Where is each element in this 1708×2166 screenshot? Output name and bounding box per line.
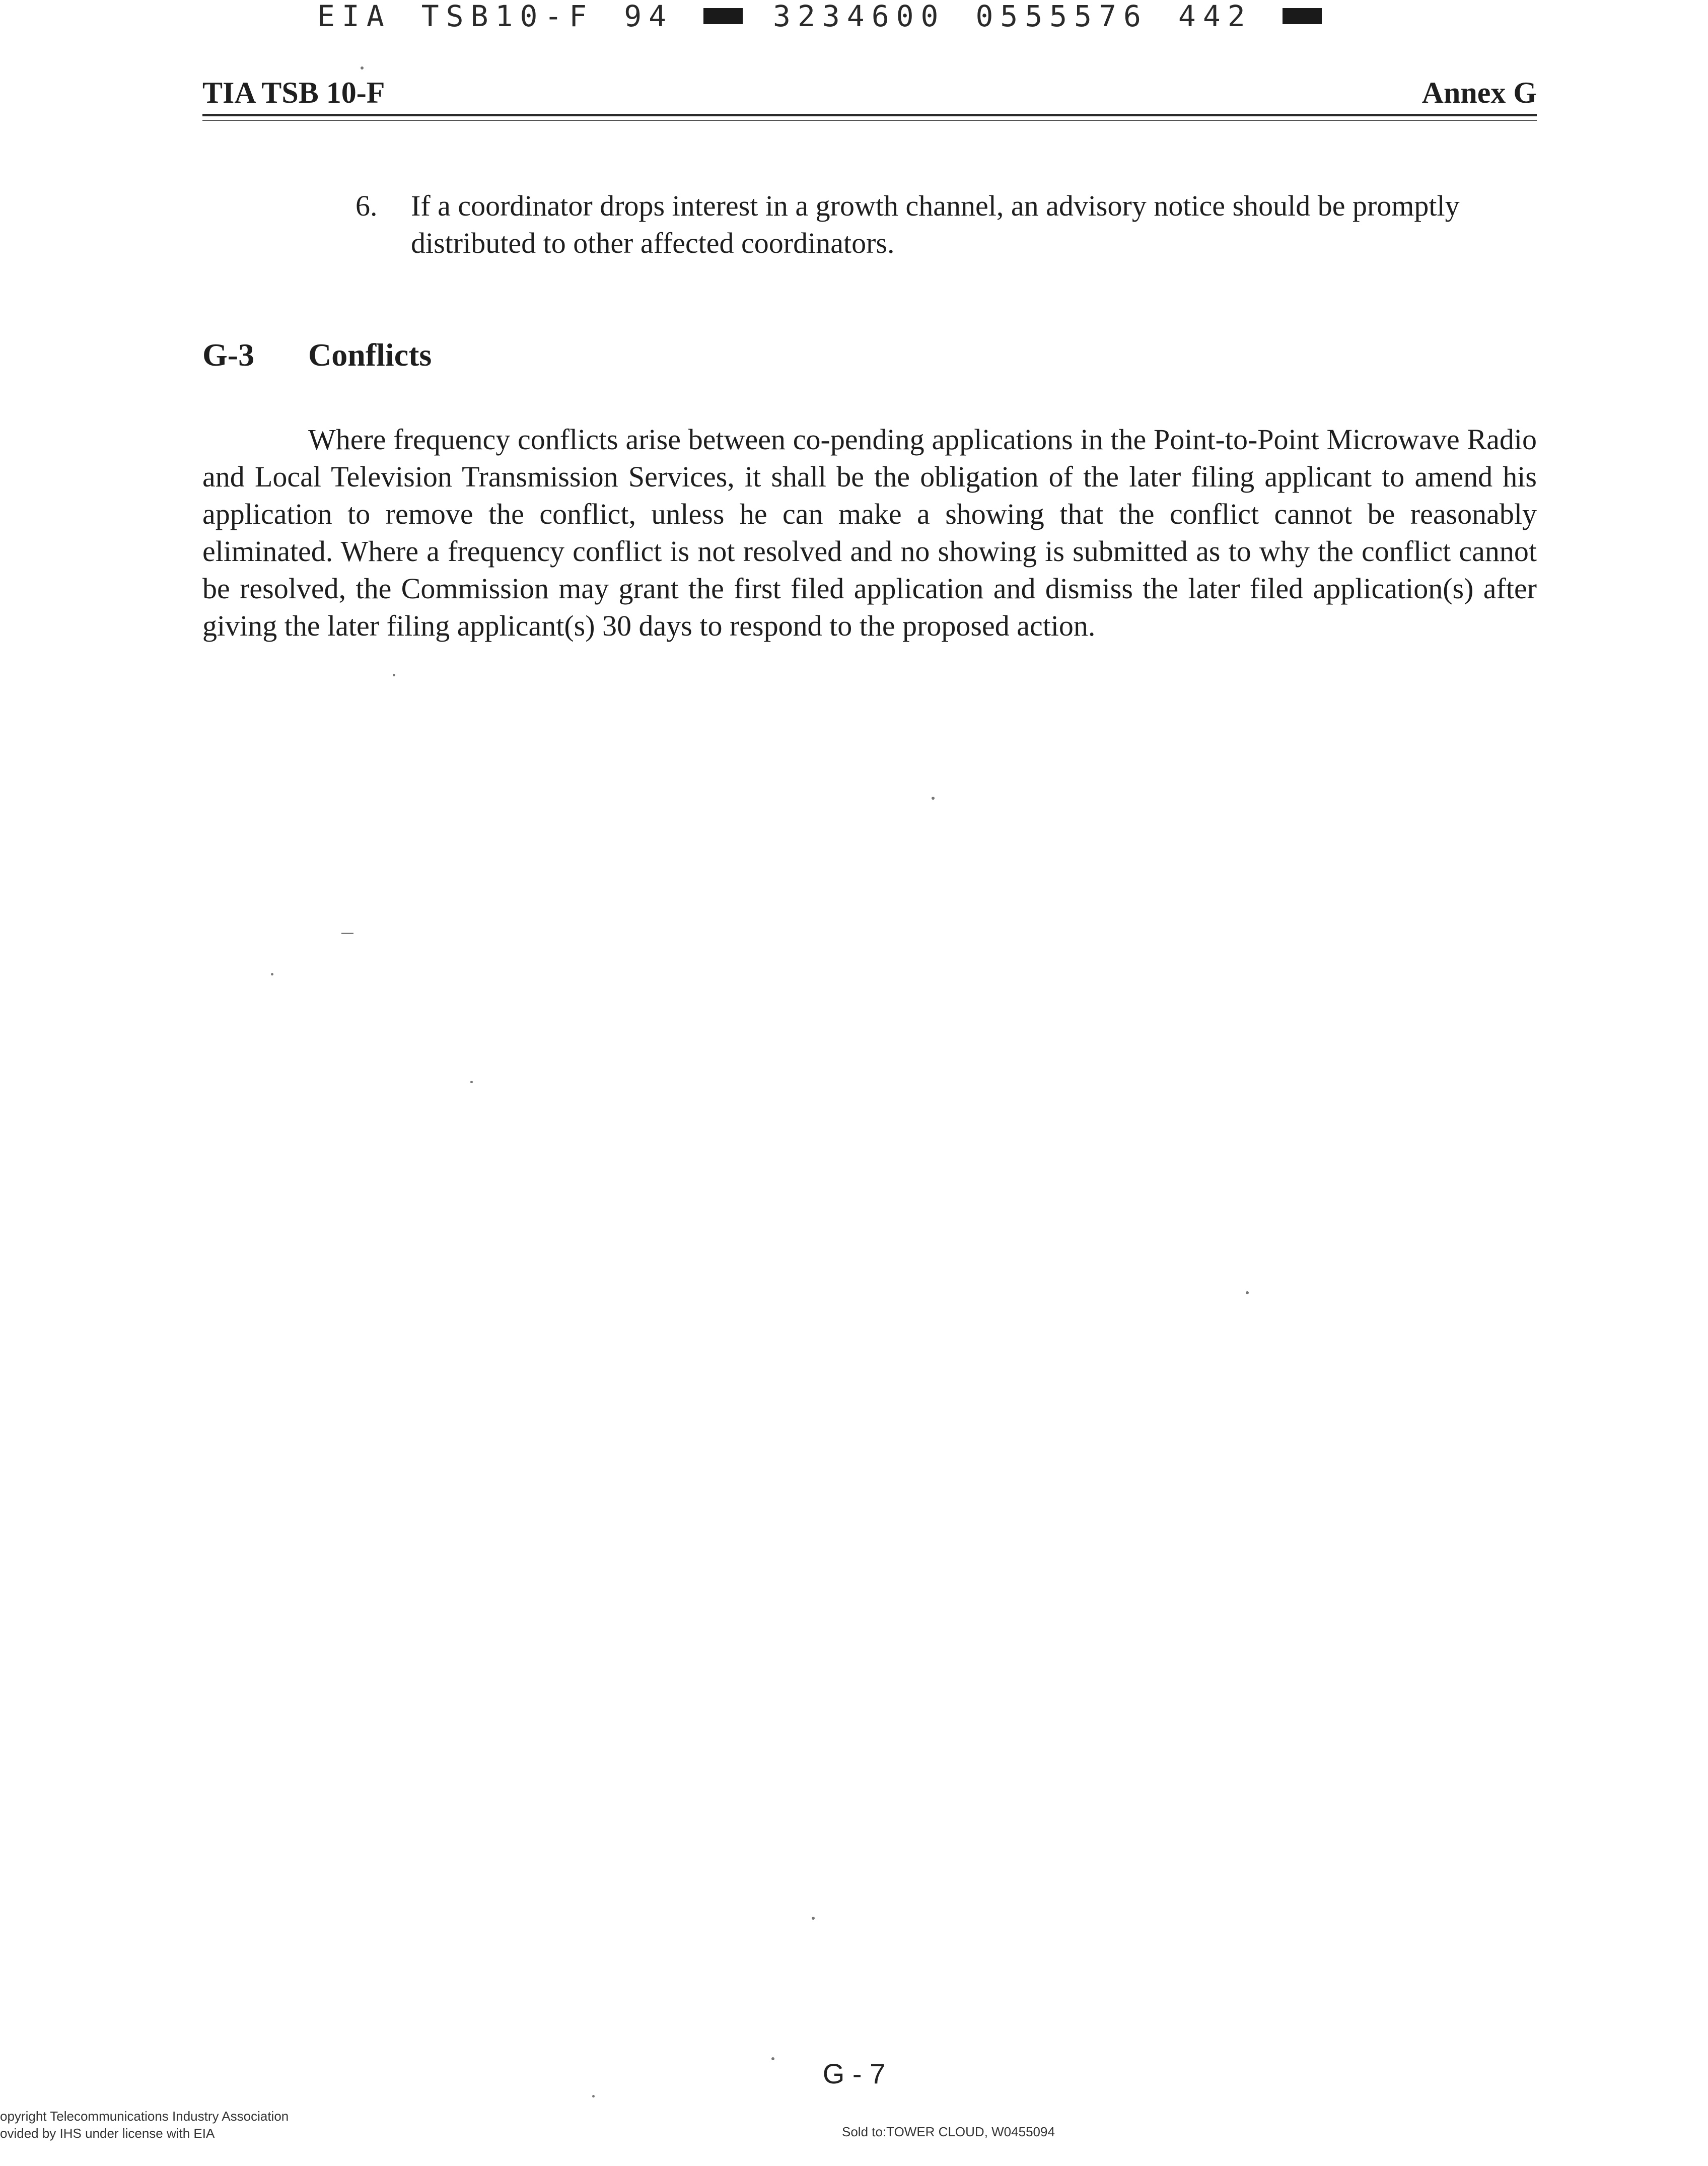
scan-speck (341, 933, 353, 934)
section-number: G-3 (202, 337, 255, 373)
list-item (355, 187, 1463, 262)
list-item-number: 6. (355, 189, 378, 222)
scan-speck (271, 973, 273, 975)
copyright-line: opyright Telecommunications Industry Association (0, 2109, 289, 2124)
annex-label: Annex G (1421, 76, 1537, 109)
scan-speck (393, 674, 395, 676)
barcode-block (1283, 8, 1322, 24)
list-item-text: If a coordinator drops interest in a growth channel, an advisory notice should be promptly distributed to other affected coordinators. (411, 189, 1460, 259)
barcode-segment: TSB10-F (421, 0, 594, 33)
scan-speck (1246, 1291, 1249, 1294)
copyright-line: ovided by IHS under license with EIA (0, 2126, 215, 2141)
barcode-segment: EIA (317, 0, 391, 33)
scan-speck (470, 1081, 473, 1083)
scan-speck (361, 66, 364, 69)
scan-speck (932, 797, 935, 800)
barcode-segment: 94 (624, 0, 674, 33)
sold-to-notice: Sold to:TOWER CLOUD, W0455094 (842, 2124, 1055, 2139)
barcode-segment: 442 (1178, 0, 1252, 33)
section-heading (202, 336, 432, 374)
header-rule-thin (202, 120, 1537, 121)
scan-barcode-header (317, 1, 1352, 31)
barcode-segment: 3234600 (773, 0, 946, 33)
page-number: G - 7 (822, 2058, 886, 2089)
section-title: Conflicts (308, 337, 432, 373)
barcode-block (703, 8, 743, 24)
header-rule (202, 114, 1537, 116)
body-paragraph: Where frequency conflicts arise between co-pending applications in the Point-to-Point Microwave Radio and Local Television Transmission Services, it shall be the obligation of the later filing applicant to amend his application to remove the conflict, unless he can make a showing that the conflict cannot be reasonably eliminated. Where a frequency conflict is not resolved and no showing is submitted as to why the conflict cannot be resolved, the Commission may grant the first filed application and dismiss the later filed application(s) after giving the later filing applicant(s) 30 days to respond to the proposed action. (202, 423, 1537, 642)
scan-speck (771, 2057, 774, 2060)
scan-speck (592, 2095, 595, 2098)
copyright-notice (0, 2108, 289, 2142)
document-id: TIA TSB 10-F (202, 76, 385, 109)
barcode-segment: 0555576 (975, 0, 1148, 33)
scan-speck (812, 1917, 815, 1920)
